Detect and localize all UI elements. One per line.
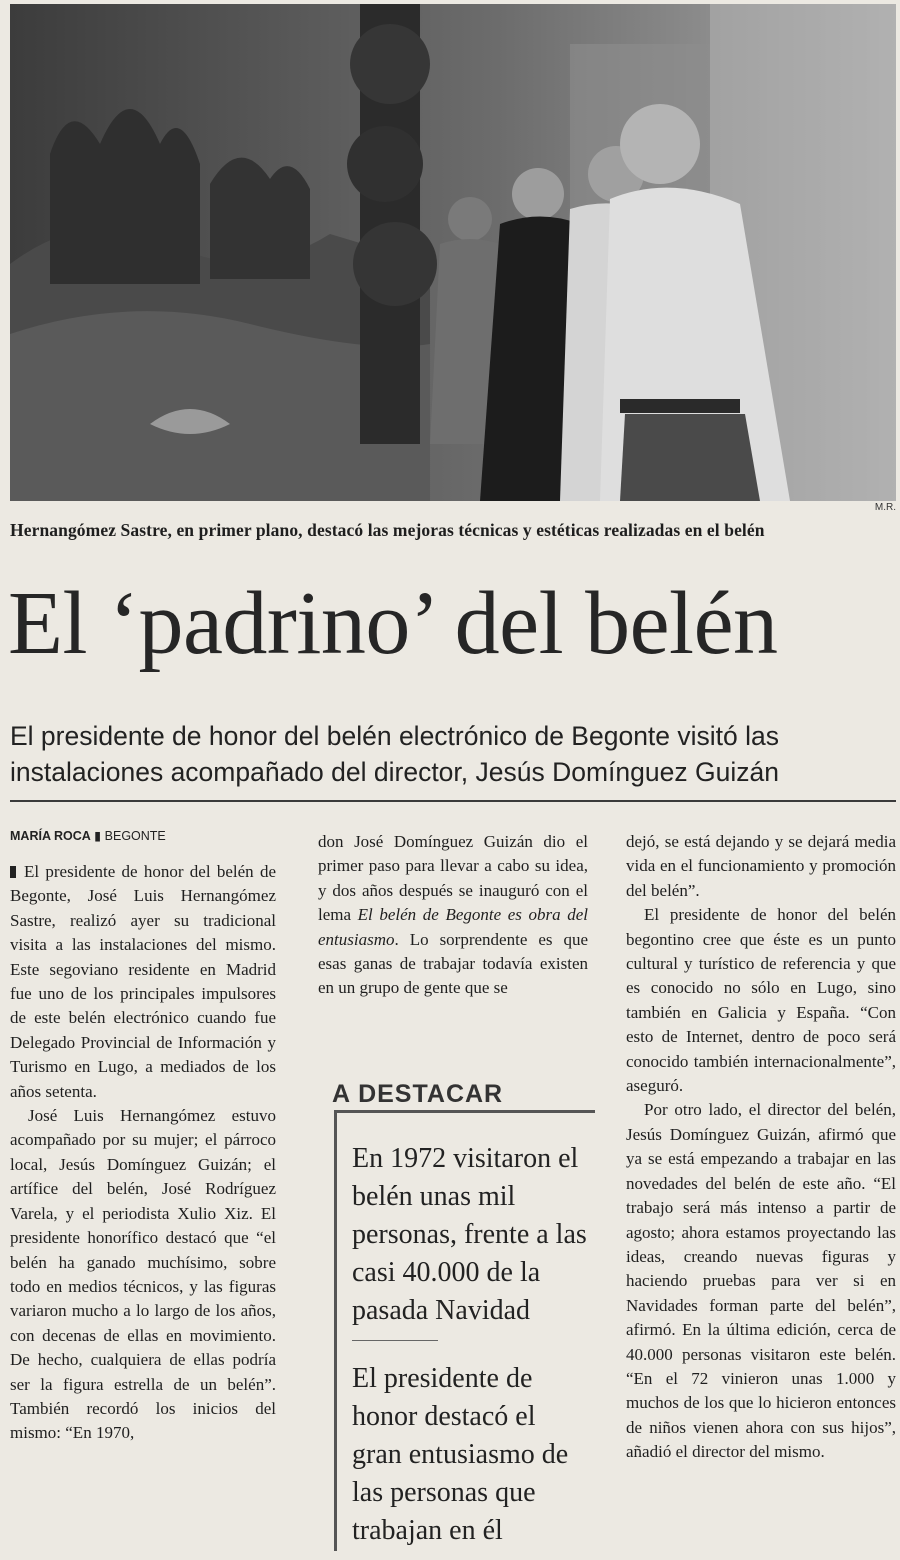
photo-illustration	[10, 4, 896, 501]
paragraph: Por otro lado, el director del belén, Jesús Domínguez Guizán, afirmó que ya se está empezando a trabajar en las novedades del belén de este año. “El trabajo será más intenso a partir de agosto; ahora estamos proyectando las ideas, creando nuevas figuras y haciendo pruebas para ver si en Navidades forman parte del belén”, afirmó. En la última edición, cerca de 40.000 personas visitaron este belén. “En el 72 vinieron unas 1.000 y muchos de los que lo hicieron entonces de niños vienen ahora con sus hijos”, añadió el director del mismo.	[626, 1100, 896, 1462]
paragraph-text: don José Domínguez Guizán dio el primer paso para llevar a cabo su idea, y dos años después se inauguró con el lema	[318, 832, 588, 925]
highlight-divider	[352, 1340, 438, 1341]
article-column-2	[318, 830, 588, 1001]
byline-separator: ▮	[94, 829, 102, 843]
paragraph-text: . Lo sorprendente es que esas ganas de trabajar todavía existen en un grupo de gente que se	[318, 929, 588, 998]
photo-credit: M.R.	[874, 502, 896, 513]
paragraph-marker-icon	[10, 866, 16, 878]
article-column-3	[626, 830, 896, 1465]
highlight-quote-1: En 1972 visitaron el belén unas mil personas, frente a las casi 40.000 de la pasada Navidad	[352, 1143, 587, 1326]
paragraph-text: El presidente de honor del belén de Begonte, José Luis Hernangómez Sastre, realizó ayer su tradicional visita a las instalaciones del mismo. Este segoviano residente en Madrid fue uno de los principales impulsores de este belén electrónico cuando fue Delegado Provincial de Información y Turismo en Lugo, a mediados de los años setenta.	[10, 862, 276, 1101]
divider-rule	[10, 800, 896, 802]
byline	[10, 828, 300, 843]
article-column-1	[10, 860, 276, 1446]
paragraph	[10, 860, 276, 1104]
highlight-title: A DESTACAR	[332, 1080, 504, 1108]
paragraph: dejó, se está dejando y se dejará media vida en el funcionamiento y promoción del belén”.	[626, 832, 896, 900]
photo-caption: Hernangómez Sastre, en primer plano, destacó las mejoras técnicas y estéticas realizadas en el belén	[10, 520, 765, 540]
slogan-italic: El belén de Begonte es obra del entusiasmo	[318, 905, 588, 949]
headline: El ‘padrino’ del belén	[8, 574, 778, 673]
byline-author: MARÍA ROCA	[10, 829, 91, 843]
news-photo	[10, 4, 896, 501]
byline-location: BEGONTE	[104, 829, 166, 843]
paragraph: José Luis Hernangómez estuvo acompañado por su mujer; el párroco local, Jesús Domínguez Guizán; el artífice del belén, José Rodríguez Varela, y el periodista Xulio Xiz. El presidente honorífico destacó que “el belén ha ganado muchísimo, sobre todo en medios técnicos, y las figuras variaron mucho a lo largo de los años, con decenas de ellas en movimiento. De hecho, cualquiera de ellas podría ser la figura estrella de un belén”. También recordó los inicios del mismo: “En 1970,	[10, 1106, 276, 1443]
subheadline: El presidente de honor del belén electrónico de Begonte visitó las instalaciones acompañado del director, Jesús Domínguez Guizán	[10, 721, 780, 787]
paragraph: El presidente de honor del belén begontino cree que éste es un punto cultural y turístico de referencia y que es conocido no sólo en Lugo, sino también en Galicia y España. “Con esto de Internet, dentro de poco será conocido también internacionalmente”, aseguró.	[626, 905, 896, 1096]
paragraph	[318, 830, 588, 1001]
highlight-quote-2: El presidente de honor destacó el gran entusiasmo de las personas que trabajan en él	[352, 1363, 569, 1546]
